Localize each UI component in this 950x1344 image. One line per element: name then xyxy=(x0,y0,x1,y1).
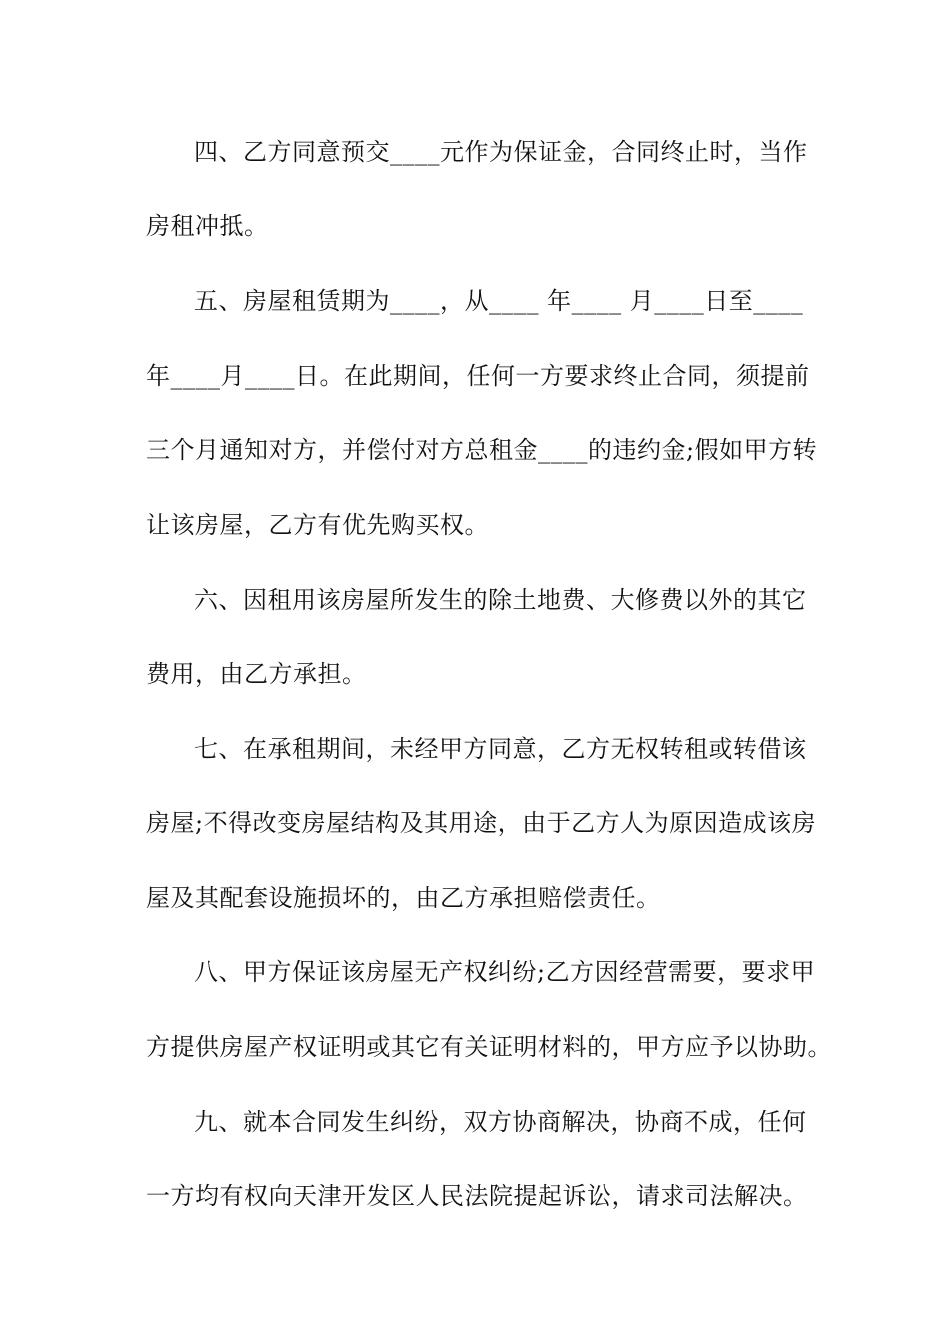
clause-7-line-2: 房屋;不得改变房屋结构及其用途，由于乙方人为原因造成该房 xyxy=(146,809,817,837)
clause-7-line-1: 七、在承租期间，未经甲方同意，乙方无权转租或转借该 xyxy=(194,735,807,763)
clause-9-line-2: 一方均有权向天津开发区人民法院提起诉讼，请求司法解决。 xyxy=(146,1182,808,1210)
clause-9-line-1: 九、就本合同发生纠纷，双方协商解决，协商不成，任何 xyxy=(194,1108,807,1136)
clause-8-line-1: 八、甲方保证该房屋无产权纠纷;乙方因经营需要，要求甲 xyxy=(194,958,816,986)
clause-5-line-3: 三个月通知对方，并偿付对方总租金____的违约金;假如甲方转 xyxy=(146,436,818,464)
clause-6-line-1: 六、因租用该房屋所发生的除土地费、大修费以外的其它 xyxy=(194,586,807,614)
clause-7-line-3: 屋及其配套设施损坏的，由乙方承担赔偿责任。 xyxy=(146,884,661,912)
clause-4-line-2: 房租冲抵。 xyxy=(146,212,269,240)
clause-4-line-1: 四、乙方同意预交____元作为保证金，合同终止时，当作 xyxy=(194,138,808,166)
clause-5-line-1: 五、房屋租赁期为____，从____ 年____ 月____日至____ xyxy=(194,287,804,315)
clause-5-line-2: 年____月____日。在此期间，任何一方要求终止合同，须提前 xyxy=(146,362,810,390)
clause-6-line-2: 费用，由乙方承担。 xyxy=(146,660,367,688)
clause-8-line-2: 方提供房屋产权证明或其它有关证明材料的，甲方应予以协助。 xyxy=(146,1033,832,1061)
clause-5-line-4: 让该房屋，乙方有优先购买权。 xyxy=(146,511,489,539)
